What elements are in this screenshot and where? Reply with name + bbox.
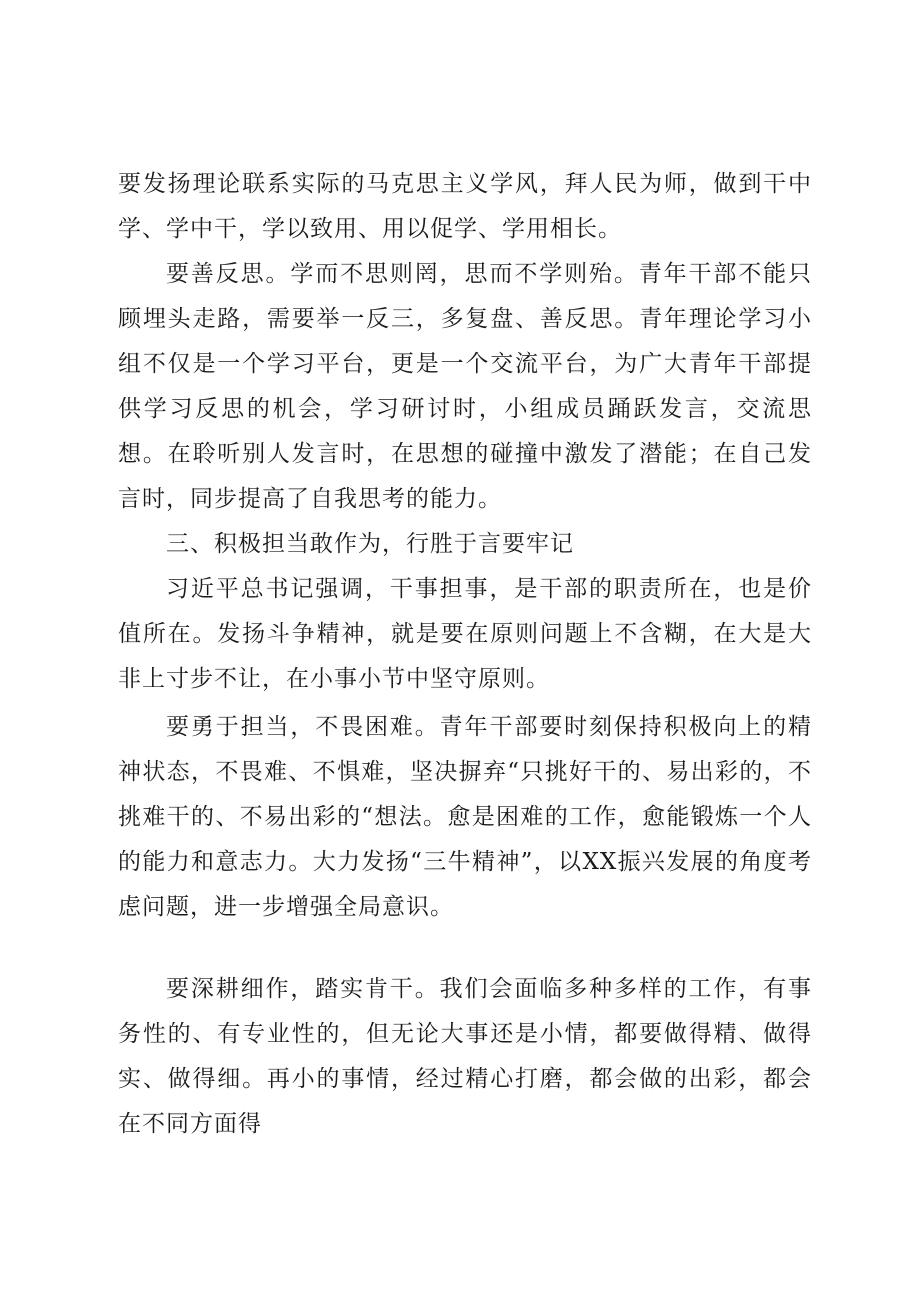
paragraph-4: 要勇于担当，不畏困难。青年干部要时刻保持积极向上的精神状态，不畏难、不惧难，坚决摒弃“只挑好干的、易出彩的，不挑难干的、不易出彩的“想法。愈是困难的工作，愈能锻炼一个人的能力和意志力。大力发扬“三牛精神”，以XX振兴发展的角度考虑问题，进一步增强全局意识。 bbox=[118, 714, 812, 920]
section-heading: 三、积极担当敢作为，行胜于言要牢记 bbox=[166, 531, 574, 557]
paragraph-2: 要善反思。学而不思则罔，思而不学则殆。青年干部不能只顾埋头走路，需要举一反三，多复盘、善反思。青年理论学习小组不仅是一个学习平台，更是一个交流平台，为广大青年干部提供学习反思的机会，学习研讨时，小组成员踊跃发言，交流思想。在聆听别人发言时，在思想的碰撞中激发了潜能；在自己发言时，同步提高了自我思考的能力。 bbox=[118, 261, 812, 512]
paragraph-1: 要发扬理论联系实际的马克思主义学风，拜人民为师，做到干中学、学中干，学以致用、用以促学、学用相长。 bbox=[118, 171, 812, 242]
paragraph-5: 要深耕细作，踏实肯干。我们会面临多种多样的工作，有事务性的、有专业性的，但无论大事还是小情，都要做得精、做得实、做得细。再小的事情，经过精心打磨，都会做的出彩，都会在不同方面得 bbox=[118, 976, 812, 1137]
paragraph-3: 习近平总书记强调，干事担事，是干部的职责所在，也是价值所在。发扬斗争精神，就是要在原则问题上不含糊，在大是大非上寸步不让，在小事小节中坚守原则。 bbox=[118, 576, 812, 692]
